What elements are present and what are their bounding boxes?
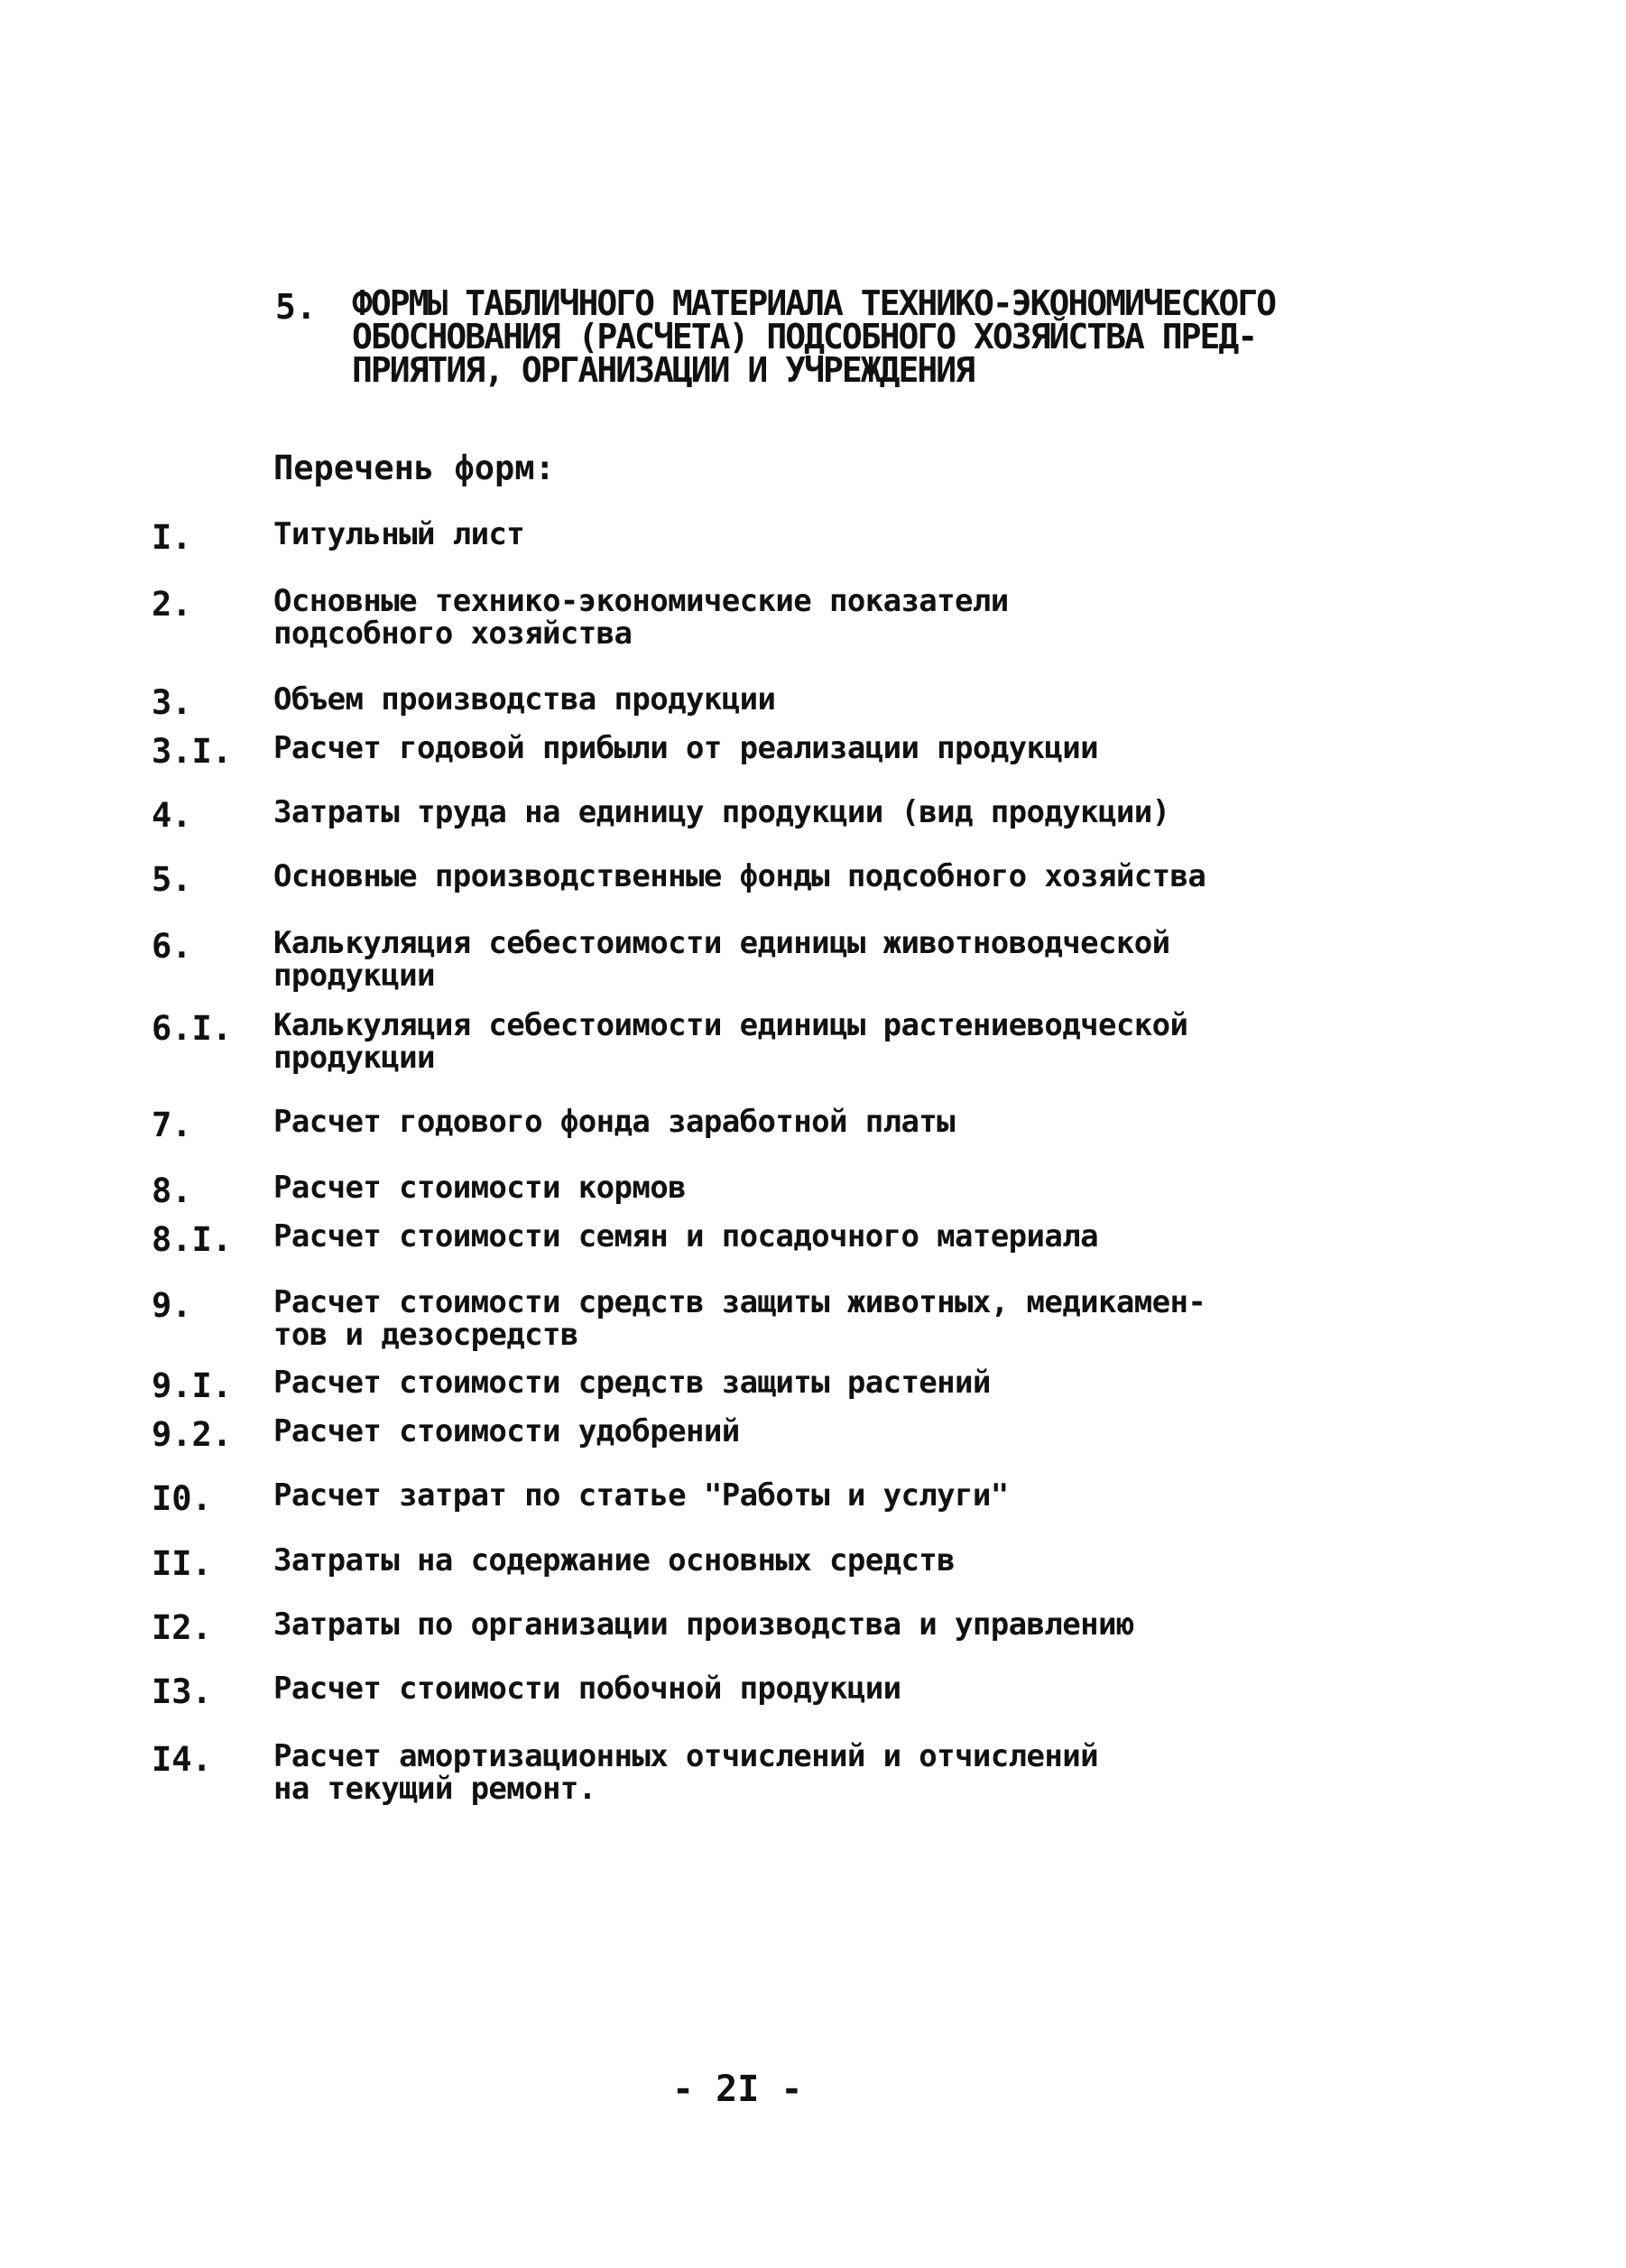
item-text: Расчет амортизационных отчислений и отчислений на текущий ремонт. <box>273 1738 1099 1807</box>
item-text: Расчет годовой прибыли от реализации продукции <box>273 730 1099 766</box>
item-text: Основные технико-экономические показатели подсобного хозяйства <box>273 583 1009 652</box>
item-text: Расчет стоимости побочной продукции <box>273 1671 901 1707</box>
item-number: II. <box>152 1544 212 1583</box>
item-number: I0. <box>152 1479 212 1518</box>
item-text: Расчет стоимости средств защиты животных, медикамен- тов и дезосредств <box>273 1284 1206 1353</box>
item-text: Расчет стоимости семян и посадочного материала <box>273 1218 1099 1254</box>
item-number: 9.2. <box>152 1415 233 1454</box>
item-number: 4. <box>152 796 192 835</box>
item-number: 9. <box>152 1286 192 1325</box>
item-number: I4. <box>152 1740 212 1779</box>
item-text: Расчет стоимости средств защиты растений <box>273 1365 991 1401</box>
section-title-line: ФОРМЫ ТАБЛИЧНОГО МАТЕРИАЛА ТЕХНИКО-ЭКОНОМИЧЕСКОГО <box>352 283 1276 323</box>
item-text: Затраты труда на единицу продукции (вид продукции) <box>273 794 1170 830</box>
item-number: I2. <box>152 1608 212 1647</box>
item-number: 3.I. <box>152 732 233 771</box>
page-number: - 2I - <box>672 2069 803 2110</box>
item-text: Затраты по организации производства и управлению <box>273 1606 1134 1643</box>
section-number: 5. <box>275 287 317 327</box>
item-text: Калькуляция себестоимости единицы растениеводческой продукции <box>273 1007 1188 1076</box>
item-number: I. <box>152 518 192 557</box>
section-title <box>352 283 1353 390</box>
item-text: Расчет стоимости кормов <box>273 1170 687 1206</box>
item-number: I3. <box>152 1672 212 1711</box>
item-number: 5. <box>152 860 192 899</box>
section-title-line: ПРИЯТИЯ, ОРГАНИЗАЦИИ И УЧРЕЖДЕНИЯ <box>352 350 974 390</box>
item-number: 6. <box>152 927 192 966</box>
item-text: Затраты на содержание основных средств <box>273 1542 956 1578</box>
item-text: Титульный лист <box>273 516 525 552</box>
item-text: Расчет годового фонда заработной платы <box>273 1104 956 1140</box>
item-text: Расчет затрат по статье "Работы и услуги" <box>273 1477 1009 1514</box>
item-number: 8.I. <box>152 1220 233 1259</box>
item-number: 6.I. <box>152 1009 233 1048</box>
item-number: 2. <box>152 585 192 624</box>
list-title: Перечень форм: <box>273 449 555 487</box>
item-text: Калькуляция себестоимости единицы животноводческой продукции <box>273 925 1170 994</box>
item-number: 7. <box>152 1106 192 1144</box>
item-text: Объем производства продукции <box>273 681 776 717</box>
item-number: 3. <box>152 683 192 722</box>
item-text: Основные производственные фонды подсобного хозяйства <box>273 858 1206 894</box>
item-number: 9.I. <box>152 1366 233 1405</box>
item-number: 8. <box>152 1171 192 1210</box>
section-title-line: ОБОСНОВАНИЯ (РАСЧЕТА) ПОДСОБНОГО ХОЗЯЙСТВА ПРЕД- <box>352 317 1257 356</box>
item-text: Расчет стоимости удобрений <box>273 1413 740 1449</box>
